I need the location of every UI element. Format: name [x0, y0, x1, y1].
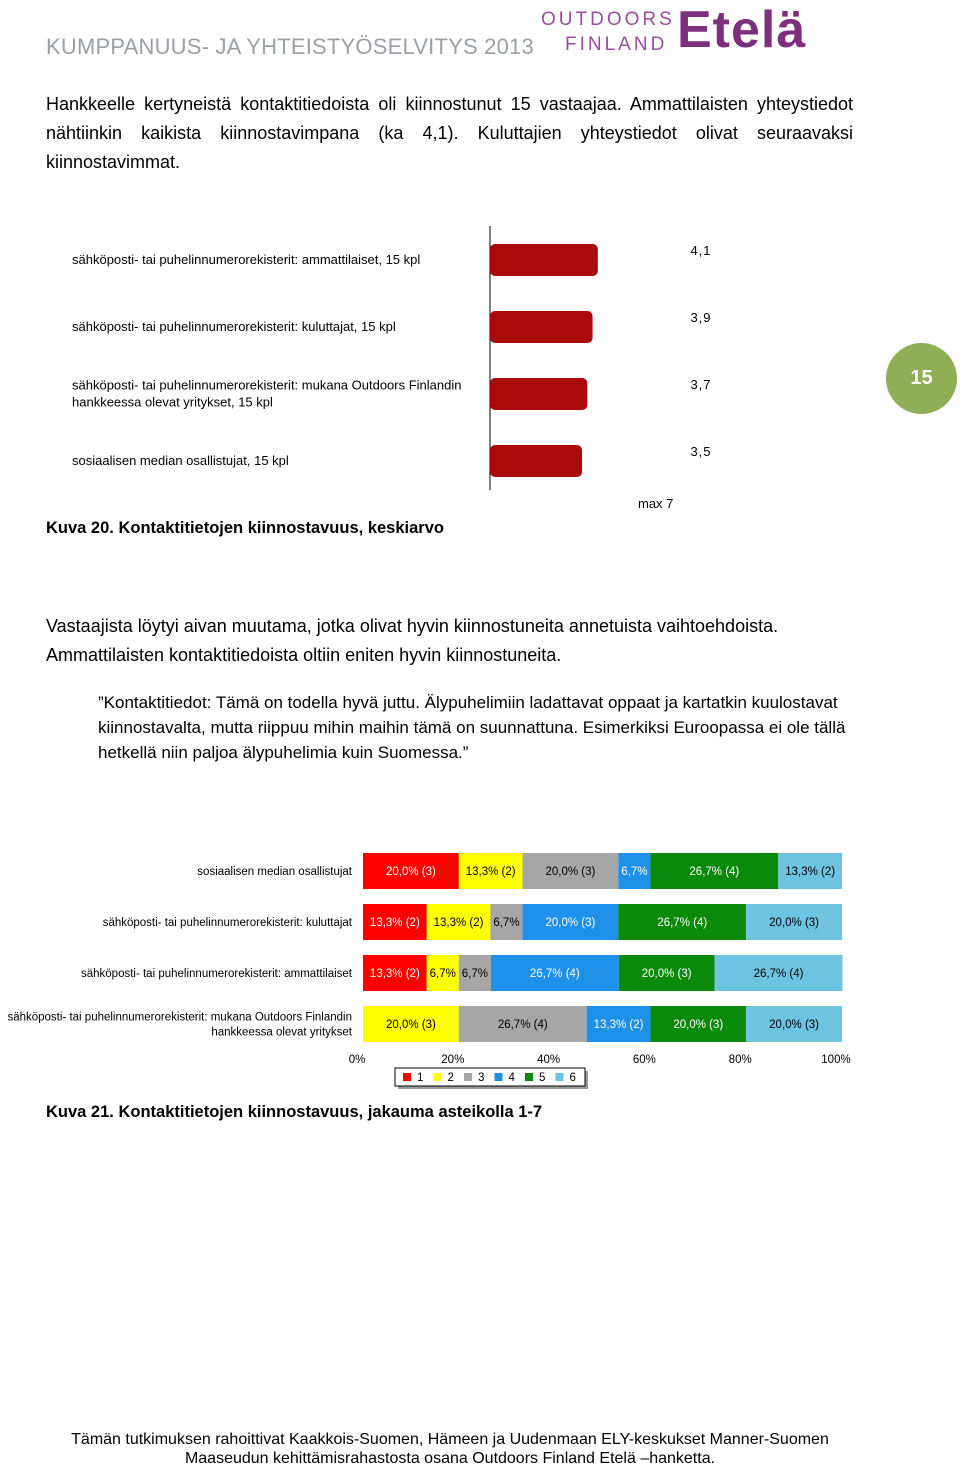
- chart20-category-label: sähköposti- tai puhelinnumerorekisterit: ammattilaiset, 15 kpl: [72, 252, 421, 267]
- chart21-segment-label: 26,7% (4): [529, 968, 580, 980]
- figure-20-caption: Kuva 20. Kontaktitietojen kiinnostavuus, keskiarvo: [46, 519, 444, 537]
- chart21-segment-label: 20,0% (3): [769, 1019, 820, 1031]
- logo-outdoors-text: OUTDOORS: [541, 9, 675, 30]
- chart21-legend-swatch: [464, 1073, 472, 1081]
- header-title: KUMPPANUUS- JA YHTEISTYÖSELVITYS 2013: [46, 34, 534, 59]
- intro-paragraph: Hankkeelle kertyneistä kontaktitiedoista oli kiinnostunut 15 vastaajaa. Ammattilaisten yhteystiedot nähtiinkin kaikista kiinnostavimpana (ka 4,1). Kuluttajien yhteystiedot olivat seuraavaksi kiinnostavimmat.: [46, 94, 853, 172]
- chart21-segment-label: 20,0% (3): [641, 968, 692, 980]
- chart21-segment-label: 13,3% (2): [369, 917, 420, 929]
- chart21-x-tick-label: 100%: [821, 1054, 851, 1066]
- chart20-value-label: 4,1: [690, 243, 712, 258]
- chart20-category-label: sähköposti- tai puhelinnumerorekisterit: kuluttajat, 15 kpl: [72, 319, 396, 334]
- chart21-segment-label: 13,3% (2): [593, 1019, 644, 1031]
- footer: [0, 1430, 900, 1468]
- chart21-segment-label: 20,0% (3): [385, 866, 436, 878]
- respondent-quote: ”Kontaktitiedot: Tämä on todella hyvä juttu. Älypuhelimiin ladattavat oppaat ja kartatkin kuulostavat kiinnostavalta, mutta riippuu mihin maihin tämä on suunnattuna. Esimerkiksi Euroopassa ei ole tällä hetkellä niin paljoa älypuhelimia kuin Suomessa.”: [98, 693, 846, 762]
- page-number-badge: 15: [886, 343, 957, 414]
- chart21-x-tick-label: 40%: [537, 1054, 561, 1066]
- chart21-segment-label: 26,7% (4): [753, 968, 804, 980]
- chart21-segment-label: 13,3% (2): [465, 866, 516, 878]
- footer-line-2: Maaseudun kehittämisrahastosta osana Outdoors Finland Etelä –hanketta.: [184, 1450, 716, 1467]
- chart21-segment-label: 13,3% (2): [369, 968, 420, 980]
- chart21-segment-label: 26,7% (4): [689, 866, 740, 878]
- distribution-chart: [0, 840, 960, 1095]
- chart21-segment-label: 13,3% (2): [433, 917, 484, 929]
- chart21-category-label: sähköposti- tai puhelinnumerorekisterit: ammattilaiset: [80, 968, 352, 980]
- chart21-legend-label: 6: [569, 1072, 576, 1084]
- results-paragraph: Vastaajista löytyi aivan muutama, jotka olivat hyvin kiinnostuneita annetuista vaihtoehdoista. Ammattilaisten kontaktitiedoista oltiin eniten hyvin kiinnostuneita.: [46, 616, 779, 665]
- chart20-axis-max-label: max 7: [638, 496, 674, 511]
- chart20-category-label: hankkeessa olevat yritykset, 15 kpl: [72, 394, 273, 410]
- chart21-x-tick-label: 80%: [728, 1054, 752, 1066]
- chart21-category-label: hankkeessa olevat yritykset: [211, 1026, 352, 1039]
- chart21-segment-label: 13,3% (2): [785, 866, 836, 878]
- chart21-legend-swatch: [556, 1073, 564, 1081]
- chart21-x-tick-label: 20%: [441, 1054, 465, 1066]
- figure-21-caption: Kuva 21. Kontaktitietojen kiinnostavuus, jakauma asteikolla 1-7: [46, 1103, 543, 1121]
- chart21-legend-swatch: [525, 1073, 533, 1081]
- chart21-segment-label: 26,7% (4): [497, 1019, 548, 1031]
- logo-etela-text: Etelä: [677, 1, 807, 59]
- chart21-legend-swatch: [495, 1073, 503, 1081]
- chart21-segment-label: 6,7%: [493, 917, 520, 929]
- chart21-segment-label: 20,0% (3): [769, 917, 820, 929]
- chart21-category-label: sähköposti- tai puhelinnumerorekisterit: kuluttajat: [102, 917, 352, 929]
- chart21-legend-label: 2: [447, 1072, 454, 1084]
- chart21-legend-label: 1: [417, 1072, 424, 1084]
- chart21-segment-label: 26,7% (4): [657, 917, 708, 929]
- chart20-category-label: sosiaalisen median osallistujat, 15 kpl: [72, 453, 289, 468]
- chart21-x-tick-label: 0%: [348, 1054, 366, 1066]
- chart21-x-tick-label: 60%: [632, 1054, 656, 1066]
- chart20-bar: [490, 244, 598, 276]
- chart21-legend-swatch: [434, 1073, 442, 1081]
- chart21-segment-label: 20,0% (3): [385, 1019, 436, 1031]
- footer-line-1: Tämän tutkimuksen rahoittivat Kaakkois-Suomen, Hämeen ja Uudenmaan ELY-keskukset Manner-Suomen: [71, 1431, 829, 1448]
- logo-finland-text: FINLAND: [565, 34, 668, 55]
- average-interest-chart: [0, 210, 960, 520]
- chart20-value-label: 3,7: [690, 377, 712, 392]
- chart20-category-label: sähköposti- tai puhelinnumerorekisterit: mukana Outdoors Finlandin: [72, 377, 462, 393]
- chart20-value-label: 3,9: [690, 310, 712, 325]
- chart21-legend-label: 3: [478, 1072, 485, 1084]
- chart21-segment-label: 20,0% (3): [545, 917, 596, 929]
- chart21-segment-label: 6,7%: [621, 866, 648, 878]
- chart21-legend-label: 5: [539, 1072, 546, 1084]
- chart20-value-label: 3,5: [690, 444, 712, 459]
- chart21-segment-label: 6,7%: [461, 968, 488, 980]
- chart21-legend-swatch: [403, 1073, 411, 1081]
- chart21-segment-label: 20,0% (3): [545, 866, 596, 878]
- chart20-bar: [490, 378, 587, 410]
- chart20-bar: [490, 311, 593, 343]
- chart21-category-label: sosiaalisen median osallistujat: [197, 866, 352, 878]
- chart21-segment-label: 6,7%: [429, 968, 456, 980]
- chart20-bar: [490, 445, 582, 477]
- chart21-segment-label: 20,0% (3): [673, 1019, 724, 1031]
- chart21-legend-label: 4: [508, 1072, 515, 1084]
- chart21-category-label: sähköposti- tai puhelinnumerorekisterit: mukana Outdoors Finlandin: [7, 1011, 352, 1024]
